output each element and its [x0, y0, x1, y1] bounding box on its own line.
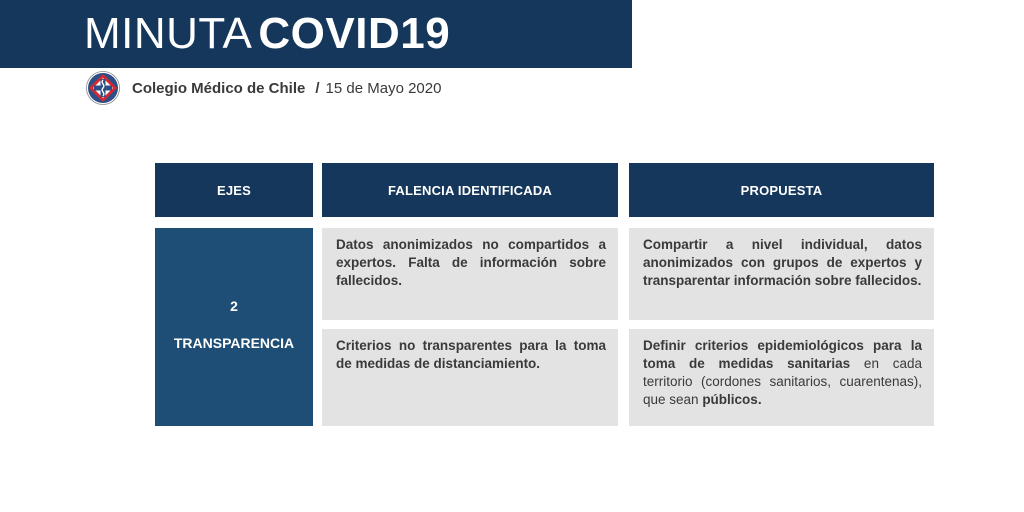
title-bold: COVID19 — [258, 9, 451, 58]
separator: / — [315, 79, 320, 97]
axis-number: 2 — [230, 298, 238, 314]
propuesta-cell: Compartir a nivel individual, datos anonimizados con grupos de expertos y transparentar información sobre fallecidos. — [629, 228, 934, 320]
column-header-propuesta: PROPUESTA — [629, 163, 934, 217]
falencia-cell: Criterios no transparentes para la toma de medidas de distanciamiento. — [322, 329, 618, 426]
page-title — [84, 7, 450, 61]
axis-cell — [155, 228, 313, 426]
propuesta-cell — [629, 329, 934, 426]
title-banner — [0, 0, 632, 68]
falencia-cell: Datos anonimizados no compartidos a expertos. Falta de información sobre fallecidos. — [322, 228, 618, 320]
title-light: MINUTA — [84, 9, 253, 58]
document-date: 15 de Mayo 2020 — [325, 79, 442, 97]
propuesta-text-bold: Definir criterios epidemiológicos para la toma de medidas sanitarias — [643, 338, 922, 371]
subheader — [86, 70, 441, 106]
colegio-medico-seal-icon — [86, 71, 120, 105]
column-header-falencia: FALENCIA IDENTIFICADA — [322, 163, 618, 217]
propuesta-text-bold: públicos. — [702, 392, 762, 407]
axis-name: TRANSPARENCIA — [173, 335, 295, 351]
column-header-ejes: EJES — [155, 163, 313, 217]
propuesta-text: en cada territorio (cordones sanitarios, cuarentenas), que sean — [643, 356, 922, 407]
organization-name: Colegio Médico de Chile — [132, 79, 306, 97]
